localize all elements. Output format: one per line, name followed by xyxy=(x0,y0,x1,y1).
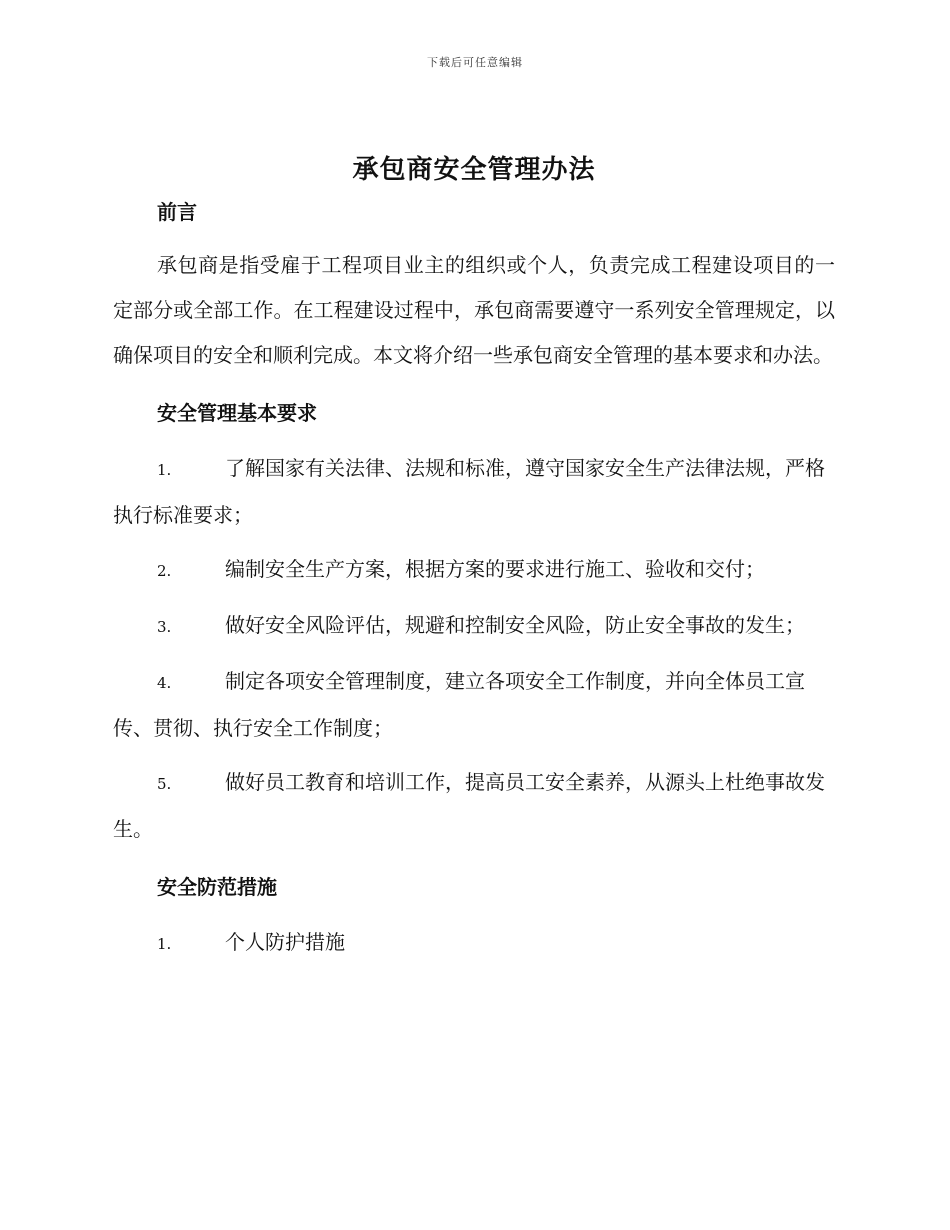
list-item xyxy=(113,446,835,538)
document-title: 承包商安全管理办法 xyxy=(352,155,596,185)
list-item-text: 编制安全生产方案，根据方案的要求进行施工、验收和交付； xyxy=(225,557,765,581)
list-item-text: 做好安全风险评估，规避和控制安全风险，防止安全事故的发生； xyxy=(225,613,805,637)
list-item-number: 1. xyxy=(157,935,172,953)
requirements-heading: 安全管理基本要求 xyxy=(157,401,317,425)
list-item xyxy=(113,920,835,967)
list-item-number: 1. xyxy=(157,461,172,479)
requirements-list xyxy=(113,446,835,852)
list-item-number: 5. xyxy=(157,775,172,793)
preface-heading: 前言 xyxy=(157,200,197,224)
header-note: 下载后可任意编辑 xyxy=(427,56,523,69)
list-item xyxy=(113,547,835,594)
list-item xyxy=(113,760,835,852)
list-item-number: 3. xyxy=(157,618,172,636)
list-item-text: 了解国家有关法律、法规和标准，遵守国家安全生产法律法规，严格执行标准要求； xyxy=(113,456,825,527)
list-item-text: 个人防护措施 xyxy=(225,930,345,954)
list-item xyxy=(113,603,835,650)
preface-paragraph: 承包商是指受雇于工程项目业主的组织或个人，负责完成工程建设项目的一定部分或全部工作。在工程建设过程中，承包商需要遵守一系列安全管理规定，以确保项目的安全和顺利完成。本文将介绍一些承包商安全管理的基本要求和办法。 xyxy=(113,253,835,367)
list-item-number: 2. xyxy=(157,562,172,580)
list-item xyxy=(113,659,835,751)
list-item-number: 4. xyxy=(157,674,172,692)
list-item-text: 制定各项安全管理制度，建立各项安全工作制度，并向全体员工宣传、贯彻、执行安全工作制度； xyxy=(113,669,805,740)
document-body xyxy=(113,150,835,967)
measures-list xyxy=(113,920,835,967)
list-item-text: 做好员工教育和培训工作，提高员工安全素养，从源头上杜绝事故发生。 xyxy=(113,770,825,841)
measures-heading: 安全防范措施 xyxy=(157,875,277,899)
